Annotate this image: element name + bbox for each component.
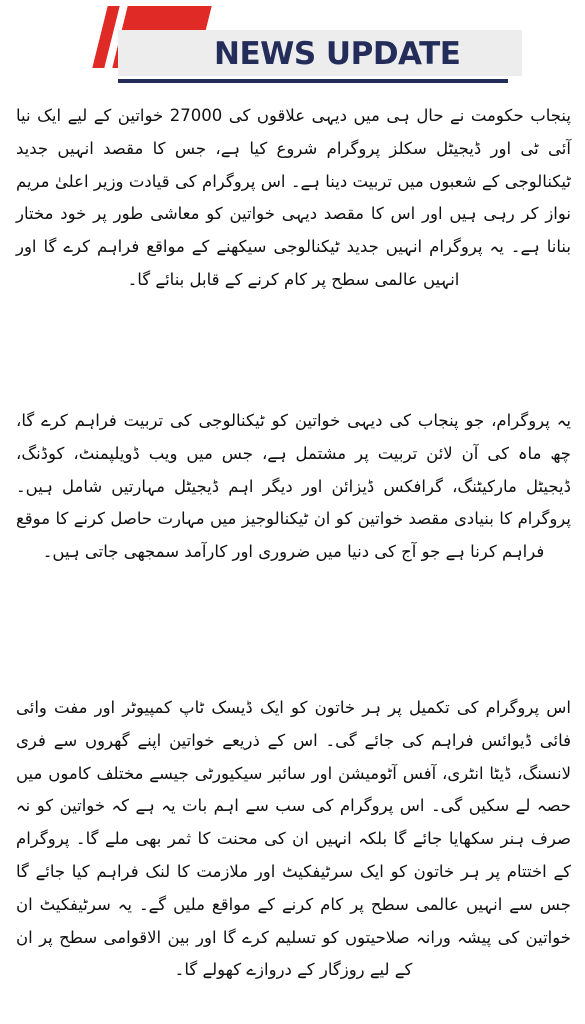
news-update-header — [0, 0, 585, 90]
article-paragraph-1: پنجاب حکومت نے حال ہی میں دیہی علاقوں کی 27000 خواتین کے لیے ایک نیا آئی ٹی اور ڈیجیٹل سکلز پروگرام شروع کیا ہے، جس کا مقصد انہیں جدید ٹیکنالوجی کے شعبوں میں تربیت دینا ہے۔ اس پروگرام کی قیادت وزیر اعلیٰ مریم نواز کر رہی ہیں اور اس کا مقصد دیہی خواتین کو معاشی طور پر خود مختار بنانا ہے۔ یہ پروگرام انہیں جدید ٹیکنالوجی سیکھنے کے مواقع فراہم کرے گا اور انہیں عالمی سطح پر کام کرنے کے قابل بنائے گا۔ — [16, 106, 571, 289]
banner-title: NEWS UPDATE — [214, 36, 461, 72]
banner-underline — [118, 79, 508, 83]
article-paragraph-2: یہ پروگرام، جو پنجاب کی دیہی خواتین کو ٹیکنالوجی کی تربیت فراہم کرے گا، چھ ماہ کی آن لائن تربیت پر مشتمل ہے، جس میں ویب ڈویلپمنٹ، کوڈنگ، ڈیجیٹل مارکیٹنگ، گرافکس ڈیزائن اور دیگر اہم ڈیجیٹل مہارتیں شامل ہیں۔ پروگرام کا بنیادی مقصد خواتین کو ان ٹیکنالوجیز میں مہارت حاصل کرنے کا موقع فراہم کرنا ہے جو آج کی دنیا میں ضروری اور کارآمد سمجھی جاتی ہیں۔ — [16, 411, 571, 562]
article-paragraph-3: اس پروگرام کی تکمیل پر ہر خاتون کو ایک ڈیسک ٹاپ کمپیوٹر اور مفت وائی فائی ڈیوائس فراہم کی جائے گی۔ اس کے ذریعے خواتین اپنے گھروں سے فری لانسنگ، ڈیٹا انٹری، آفس آٹومیشن اور سائبر سیکیورٹی جیسے مختلف کاموں میں حصہ لے سکیں گی۔ اس پروگرام کی سب سے اہم بات یہ ہے کہ خواتین کو نہ صرف ہنر سکھایا جائے گا بلکہ انہیں ان کی محنت کا ثمر بھی ملے گا۔ پروگرام کے اختتام پر ہر خاتون کو ایک سرٹیفکیٹ اور ملازمت کا لنک فراہم کیا جائے گا جس سے انہیں عالمی سطح پر کام کرنے کے مواقع ملیں گے۔ یہ سرٹیفکیٹ ان خواتین کی پیشہ ورانہ صلاحیتوں کو تسلیم کرے گا اور بین الاقوامی سطح پر ان کے لیے روزگار کے دروازے کھولے گا۔ — [16, 698, 571, 980]
article-body — [16, 100, 571, 987]
